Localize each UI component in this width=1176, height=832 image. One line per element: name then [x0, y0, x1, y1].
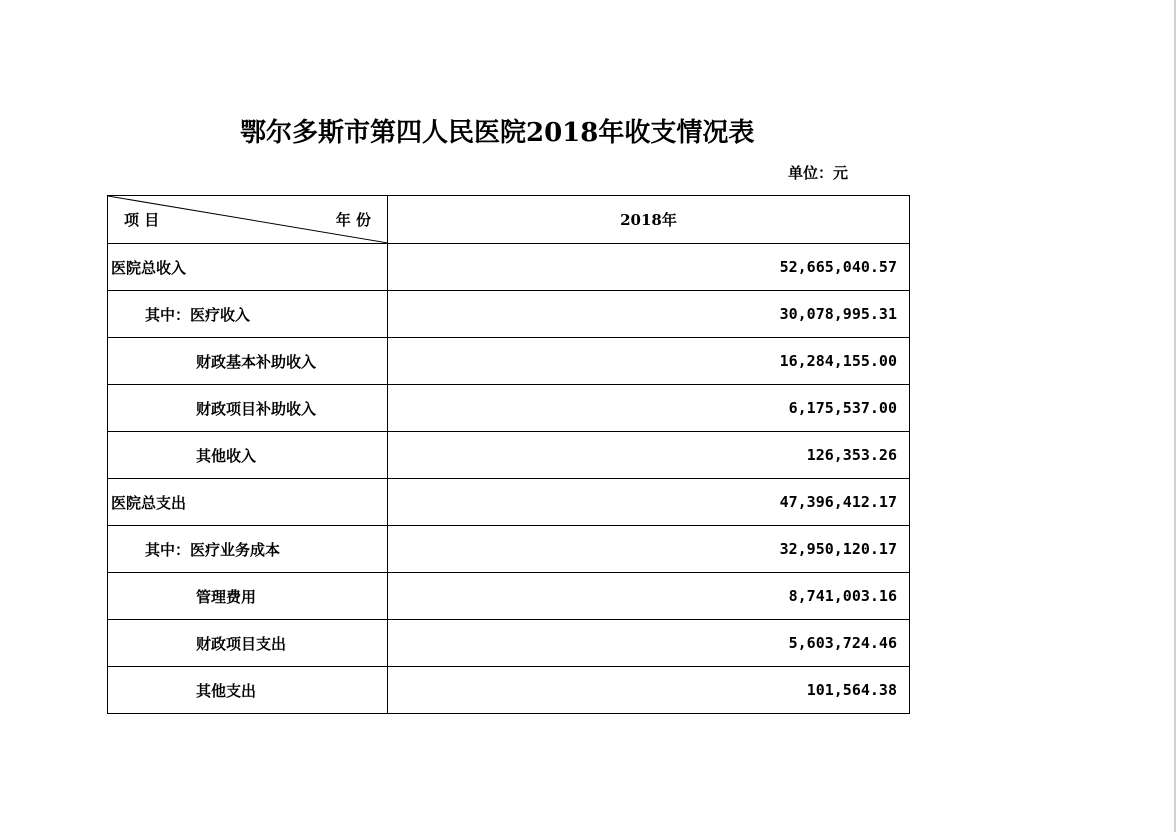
row-value: 32,950,120.17	[388, 526, 910, 573]
table-row	[108, 479, 910, 526]
table-row	[108, 432, 910, 479]
year-header-label: 年 份	[335, 211, 371, 229]
diagonal-header-cell	[108, 196, 388, 244]
income-expense-table	[107, 195, 910, 714]
row-label: 财政项目补助收入	[108, 385, 388, 432]
table-row	[108, 620, 910, 667]
table-row	[108, 244, 910, 291]
row-value: 101,564.38	[388, 667, 910, 714]
row-value: 8,741,003.16	[388, 573, 910, 620]
row-label: 其他收入	[108, 432, 388, 479]
item-header-label: 项 目	[124, 211, 160, 229]
year-column-header: 2018年	[388, 196, 910, 244]
row-label: 医院总支出	[108, 479, 388, 526]
table-row	[108, 385, 910, 432]
row-value: 6,175,537.00	[388, 385, 910, 432]
page-title: 鄂尔多斯市第四人民医院2018年收支情况表	[240, 118, 755, 148]
table-row	[108, 573, 910, 620]
row-value: 5,603,724.46	[388, 620, 910, 667]
row-label: 其他支出	[108, 667, 388, 714]
row-value: 47,396,412.17	[388, 479, 910, 526]
unit-label: 单位：元	[788, 164, 849, 182]
table-row	[108, 291, 910, 338]
table-row	[108, 667, 910, 714]
row-value: 126,353.26	[388, 432, 910, 479]
row-value: 30,078,995.31	[388, 291, 910, 338]
row-label: 财政项目支出	[108, 620, 388, 667]
row-value: 52,665,040.57	[388, 244, 910, 291]
row-label: 其中：医疗业务成本	[108, 526, 388, 573]
row-label: 其中：医疗收入	[108, 291, 388, 338]
table-header-row	[108, 196, 910, 244]
table-row	[108, 338, 910, 385]
row-value: 16,284,155.00	[388, 338, 910, 385]
table-row	[108, 526, 910, 573]
row-label: 财政基本补助收入	[108, 338, 388, 385]
row-label: 医院总收入	[108, 244, 388, 291]
row-label: 管理费用	[108, 573, 388, 620]
